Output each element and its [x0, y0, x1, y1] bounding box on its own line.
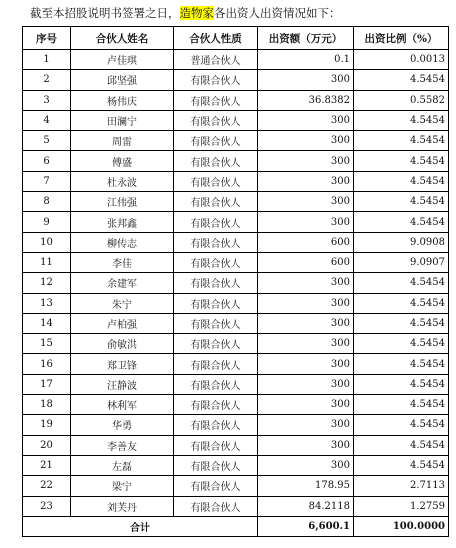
cell-amount: 300	[258, 151, 354, 171]
cell-index: 19	[23, 415, 71, 435]
cell-ratio: 4.5454	[354, 110, 449, 130]
table-row	[23, 354, 449, 374]
table-row	[23, 212, 449, 232]
table-row	[23, 293, 449, 313]
table-row	[23, 252, 449, 272]
table-body	[23, 50, 449, 517]
cell-partner-name: 邱坚强	[71, 70, 174, 90]
cell-amount: 300	[258, 415, 354, 435]
table-row	[23, 110, 449, 130]
cell-ratio: 4.5454	[354, 354, 449, 374]
cell-ratio: 4.5454	[354, 151, 449, 171]
table-row	[23, 476, 449, 496]
cell-partner-name: 卢柏强	[71, 313, 174, 333]
cell-partner-type: 有限合伙人	[174, 131, 258, 151]
table-row	[23, 171, 449, 191]
cell-index: 9	[23, 212, 71, 232]
cell-index: 14	[23, 313, 71, 333]
cell-partner-type: 有限合伙人	[174, 374, 258, 394]
cell-ratio: 0.5582	[354, 90, 449, 110]
cell-partner-type: 有限合伙人	[174, 171, 258, 191]
cell-partner-type: 有限合伙人	[174, 110, 258, 130]
cell-partner-name: 汪静波	[71, 374, 174, 394]
cell-partner-name: 余建军	[71, 273, 174, 293]
cell-partner-type: 有限合伙人	[174, 212, 258, 232]
cell-amount: 300	[258, 313, 354, 333]
header-index: 序号	[23, 27, 71, 50]
cell-partner-type: 有限合伙人	[174, 293, 258, 313]
cell-index: 22	[23, 476, 71, 496]
cell-index: 23	[23, 496, 71, 516]
cell-partner-type: 有限合伙人	[174, 435, 258, 455]
cell-partner-name: 张邦鑫	[71, 212, 174, 232]
cell-ratio: 4.5454	[354, 313, 449, 333]
table-row	[23, 496, 449, 516]
table-row	[23, 313, 449, 333]
cell-partner-name: 周雷	[71, 131, 174, 151]
cell-partner-name: 俞敏洪	[71, 334, 174, 354]
cell-index: 6	[23, 151, 71, 171]
cell-index: 20	[23, 435, 71, 455]
cell-partner-name: 刘芙丹	[71, 496, 174, 516]
table-row	[23, 131, 449, 151]
cell-index: 18	[23, 395, 71, 415]
cell-amount: 600	[258, 252, 354, 272]
cell-ratio: 4.5454	[354, 435, 449, 455]
cell-ratio: 4.5454	[354, 374, 449, 394]
total-row	[23, 516, 449, 536]
cell-partner-name: 郑卫锋	[71, 354, 174, 374]
cell-amount: 300	[258, 455, 354, 475]
cell-partner-type: 有限合伙人	[174, 232, 258, 252]
cell-partner-name: 杜永波	[71, 171, 174, 191]
cell-partner-name: 李佳	[71, 252, 174, 272]
cell-amount: 300	[258, 395, 354, 415]
cell-partner-name: 杨伟庆	[71, 90, 174, 110]
cell-partner-name: 左磊	[71, 455, 174, 475]
cell-amount: 300	[258, 212, 354, 232]
cell-amount: 36.8382	[258, 90, 354, 110]
cell-index: 16	[23, 354, 71, 374]
cell-partner-name: 朱宁	[71, 293, 174, 313]
cell-amount: 300	[258, 131, 354, 151]
cell-amount: 300	[258, 435, 354, 455]
cell-amount: 300	[258, 192, 354, 212]
cell-amount: 178.95	[258, 476, 354, 496]
cell-ratio: 4.5454	[354, 334, 449, 354]
cell-amount: 300	[258, 293, 354, 313]
cell-index: 4	[23, 110, 71, 130]
cell-index: 10	[23, 232, 71, 252]
cell-ratio: 4.5454	[354, 293, 449, 313]
cell-ratio: 4.5454	[354, 70, 449, 90]
cell-partner-name: 林利军	[71, 395, 174, 415]
table-row	[23, 90, 449, 110]
cell-amount: 0.1	[258, 50, 354, 70]
cell-partner-name: 江伟强	[71, 192, 174, 212]
cell-amount: 600	[258, 232, 354, 252]
cell-index: 1	[23, 50, 71, 70]
cell-index: 2	[23, 70, 71, 90]
cell-partner-name: 柳传志	[71, 232, 174, 252]
cell-ratio: 4.5454	[354, 273, 449, 293]
cell-partner-type: 普通合伙人	[174, 50, 258, 70]
cell-partner-type: 有限合伙人	[174, 70, 258, 90]
cell-partner-type: 有限合伙人	[174, 90, 258, 110]
cell-partner-type: 有限合伙人	[174, 151, 258, 171]
header-amount: 出资额（万元）	[258, 27, 354, 50]
header-partner-name: 合伙人姓名	[71, 27, 174, 50]
cell-amount: 300	[258, 171, 354, 191]
table-row	[23, 232, 449, 252]
table-row	[23, 395, 449, 415]
intro-text	[30, 6, 341, 20]
total-amount: 6,600.1	[258, 516, 354, 536]
cell-amount: 300	[258, 334, 354, 354]
cell-amount: 84.2118	[258, 496, 354, 516]
highlighted-term: 造物家	[179, 6, 214, 20]
cell-partner-type: 有限合伙人	[174, 455, 258, 475]
cell-ratio: 4.5454	[354, 415, 449, 435]
table-row	[23, 50, 449, 70]
cell-index: 8	[23, 192, 71, 212]
table-row	[23, 70, 449, 90]
total-label: 合计	[23, 516, 258, 536]
cell-ratio: 9.0908	[354, 232, 449, 252]
cell-partner-name: 华勇	[71, 415, 174, 435]
cell-index: 12	[23, 273, 71, 293]
cell-index: 17	[23, 374, 71, 394]
cell-amount: 300	[258, 273, 354, 293]
cell-partner-name: 卢佳琪	[71, 50, 174, 70]
table-row	[23, 192, 449, 212]
cell-ratio: 9.0907	[354, 252, 449, 272]
cell-index: 5	[23, 131, 71, 151]
cell-index: 21	[23, 455, 71, 475]
cell-partner-type: 有限合伙人	[174, 252, 258, 272]
table-row	[23, 374, 449, 394]
cell-ratio: 4.5454	[354, 395, 449, 415]
cell-partner-type: 有限合伙人	[174, 354, 258, 374]
cell-ratio: 4.5454	[354, 212, 449, 232]
cell-index: 13	[23, 293, 71, 313]
cell-index: 15	[23, 334, 71, 354]
cell-ratio: 0.0013	[354, 50, 449, 70]
table-row	[23, 334, 449, 354]
cell-partner-type: 有限合伙人	[174, 496, 258, 516]
table-header-row	[23, 27, 449, 50]
cell-ratio: 4.5454	[354, 171, 449, 191]
cell-amount: 300	[258, 110, 354, 130]
cell-index: 3	[23, 90, 71, 110]
intro-after: 各出资人出资情况如下：	[214, 6, 341, 20]
contribution-table	[22, 26, 449, 537]
cell-ratio: 4.5454	[354, 131, 449, 151]
cell-partner-type: 有限合伙人	[174, 334, 258, 354]
cell-partner-type: 有限合伙人	[174, 476, 258, 496]
cell-amount: 300	[258, 70, 354, 90]
cell-partner-type: 有限合伙人	[174, 415, 258, 435]
table-row	[23, 435, 449, 455]
cell-ratio: 2.7113	[354, 476, 449, 496]
cell-partner-name: 李善友	[71, 435, 174, 455]
cell-partner-name: 梁宁	[71, 476, 174, 496]
table-row	[23, 151, 449, 171]
cell-partner-name: 田澜宁	[71, 110, 174, 130]
cell-partner-type: 有限合伙人	[174, 273, 258, 293]
total-ratio: 100.0000	[354, 516, 449, 536]
cell-ratio: 4.5454	[354, 455, 449, 475]
cell-partner-type: 有限合伙人	[174, 192, 258, 212]
intro-before: 截至本招股说明书签署之日，	[30, 6, 180, 20]
cell-partner-type: 有限合伙人	[174, 395, 258, 415]
cell-index: 7	[23, 171, 71, 191]
cell-amount: 300	[258, 354, 354, 374]
table-row	[23, 415, 449, 435]
cell-index: 11	[23, 252, 71, 272]
cell-partner-name: 傅盛	[71, 151, 174, 171]
header-ratio: 出资比例（%）	[354, 27, 449, 50]
cell-amount: 300	[258, 374, 354, 394]
cell-ratio: 1.2759	[354, 496, 449, 516]
cell-partner-type: 有限合伙人	[174, 313, 258, 333]
table-row	[23, 455, 449, 475]
cell-ratio: 4.5454	[354, 192, 449, 212]
header-partner-type: 合伙人性质	[174, 27, 258, 50]
table-row	[23, 273, 449, 293]
